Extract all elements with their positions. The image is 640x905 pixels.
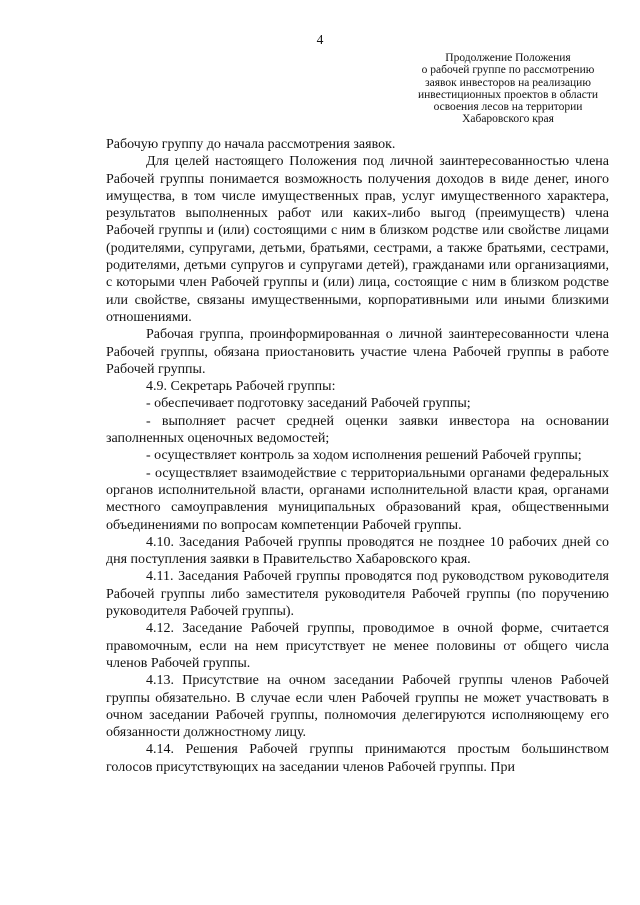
- document-body: [106, 136, 609, 776]
- header-line: заявок инвесторов на реализацию: [425, 76, 591, 89]
- paragraph: 4.13. Присутствие на очном заседании Рабочей группы членов Рабочей группы обязательно. В случае если член Рабочей группы не может участвовать в очном заседании Рабочей группы, полномочия делегируются исполняющему его обязанности должностному лицу.: [106, 673, 609, 741]
- paragraph: 4.12. Заседание Рабочей группы, проводимое в очной форме, считается правомочным, если на нем присутствует не менее половины от общего числа членов Рабочей группы.: [106, 621, 609, 671]
- page-number: 4: [316, 32, 324, 47]
- list-item: - обеспечивает подготовку заседаний Рабочей группы;: [146, 396, 471, 412]
- list-item: - осуществляет контроль за ходом исполнения решений Рабочей группы;: [146, 448, 582, 464]
- paragraph: Для целей настоящего Положения под личной заинтересованностью члена Рабочей группы понимается возможность получения доходов в виде денег, иного имущества, в том числе имущественных прав, услуг имущественного характера, результатов выполненных работ или каких-либо выгод (преимуществ) члена Рабочей группы и (или) состоящими с ним в близком родстве или свойстве лицами (родителями, супругами, детьми, братьями, сестрами, а также братьями, сестрами, родителями, детьми супругов и супругами детей), гражданами или организациями, с которыми член Рабочей группы и (или) лица, состоящие с ним в близком родстве или свойстве, связаны имущественными, корпоративными или иными близкими отношениями.: [106, 154, 609, 325]
- document-header: [396, 52, 620, 126]
- paragraph: Рабочую группу до начала рассмотрения заявок.: [106, 137, 396, 152]
- list-item: - выполняет расчет средней оценки заявки инвестора на основании заполненных оценочных ведомостей;: [106, 413, 609, 447]
- header-line: Хабаровского края: [462, 113, 554, 126]
- paragraph: 4.10. Заседания Рабочей группы проводятся не позднее 10 рабочих дней со дня поступления заявки в Правительство Хабаровского края.: [106, 534, 609, 568]
- paragraph: 4.11. Заседания Рабочей группы проводятся под руководством руководителя Рабочей группы либо заместителя руководителя Рабочей группы (по поручению руководителя Рабочей группы).: [106, 569, 609, 620]
- header-line: о рабочей группе по рассмотрению: [421, 64, 595, 77]
- header-line: Продолжение Положения: [445, 52, 571, 64]
- paragraph: 4.14. Решения Рабочей группы принимаются простым большинством голосов присутствующих на заседании членов Рабочей группы. При: [106, 742, 609, 775]
- section-heading: 4.9. Секретарь Рабочей группы:: [146, 379, 336, 395]
- list-item: - осуществляет взаимодействие с территориальными органами федеральных органов исполнительной власти, органами исполнительной власти края, органами местного самоуправления муниципальных образований края, общественными объединениями по вопросам компетенции Рабочей группы.: [106, 465, 609, 533]
- header-line: инвестиционных проектов в области: [417, 88, 599, 101]
- header-line: освоения лесов на территории: [433, 101, 583, 114]
- paragraph: Рабочая группа, проинформированная о личной заинтересованности члена Рабочей группы, обязана приостановить участие члена Рабочей группы в работе Рабочей группы.: [106, 327, 609, 377]
